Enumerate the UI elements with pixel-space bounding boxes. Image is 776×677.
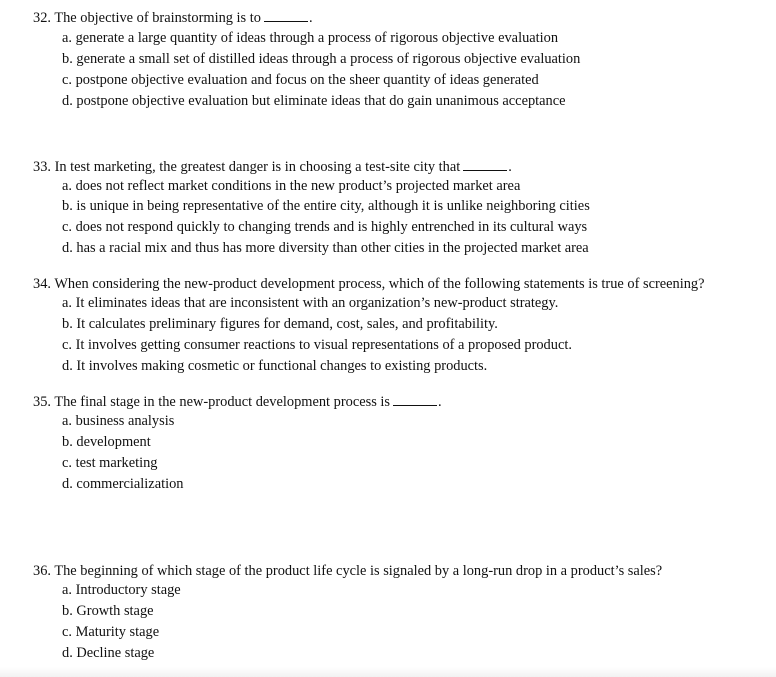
answer-blank bbox=[393, 393, 437, 406]
option-c: c. It involves getting consumer reactions to visual representations of a proposed product. bbox=[62, 337, 572, 353]
option-c: c. postpone objective evaluation and focus on the sheer quantity of ideas generated bbox=[62, 72, 539, 88]
option-b: b. development bbox=[62, 434, 151, 450]
question-stem: 32. The objective of brainstorming is to . bbox=[33, 10, 313, 26]
option-c: c. does not respond quickly to changing trends and is highly entrenched in its cultural ways bbox=[62, 219, 588, 235]
option-a: a. It eliminates ideas that are inconsistent with an organization’s new-product strategy. bbox=[62, 295, 559, 311]
option-b: b. Growth stage bbox=[62, 603, 154, 619]
option-d: d. Decline stage bbox=[62, 645, 155, 661]
option-a: a. does not reflect market conditions in the new product’s projected market area bbox=[62, 178, 521, 194]
option-d: d. commercialization bbox=[62, 476, 184, 492]
option-b: b. is unique in being representative of the entire city, although it is unlike neighboring cities bbox=[62, 198, 590, 214]
question-stem: 35. The final stage in the new-product development process is . bbox=[33, 394, 442, 410]
question-stem: 36. The beginning of which stage of the product life cycle is signaled by a long-run drop in a product’s sales? bbox=[33, 563, 663, 579]
option-d: d. It involves making cosmetic or functional changes to existing products. bbox=[62, 358, 488, 374]
stem-text: 33. In test marketing, the greatest danger is in choosing a test-site city that bbox=[33, 159, 461, 175]
answer-blank bbox=[463, 158, 507, 171]
option-a: a. generate a large quantity of ideas through a process of rigorous objective evaluation bbox=[62, 30, 559, 46]
stem-text: 32. The objective of brainstorming is to bbox=[33, 10, 261, 26]
option-c: c. test marketing bbox=[62, 455, 158, 471]
page-bottom-shadow bbox=[0, 667, 776, 677]
stem-text: 35. The final stage in the new-product development process is bbox=[33, 394, 391, 410]
question-stem: 34. When considering the new-product development process, which of the following statements is true of screening? bbox=[33, 276, 705, 292]
option-a: a. business analysis bbox=[62, 413, 175, 429]
option-c: c. Maturity stage bbox=[62, 624, 160, 640]
option-a: a. Introductory stage bbox=[62, 582, 181, 598]
option-b: b. It calculates preliminary figures for demand, cost, sales, and profitability. bbox=[62, 316, 498, 332]
answer-blank bbox=[264, 9, 308, 22]
option-b: b. generate a small set of distilled ideas through a process of rigorous objective evaluation bbox=[62, 51, 581, 67]
question-stem: 33. In test marketing, the greatest danger is in choosing a test-site city that . bbox=[33, 159, 512, 175]
option-d: d. postpone objective evaluation but eliminate ideas that do gain unanimous acceptance bbox=[62, 93, 566, 109]
option-d: d. has a racial mix and thus has more diversity than other cities in the projected market area bbox=[62, 240, 589, 256]
